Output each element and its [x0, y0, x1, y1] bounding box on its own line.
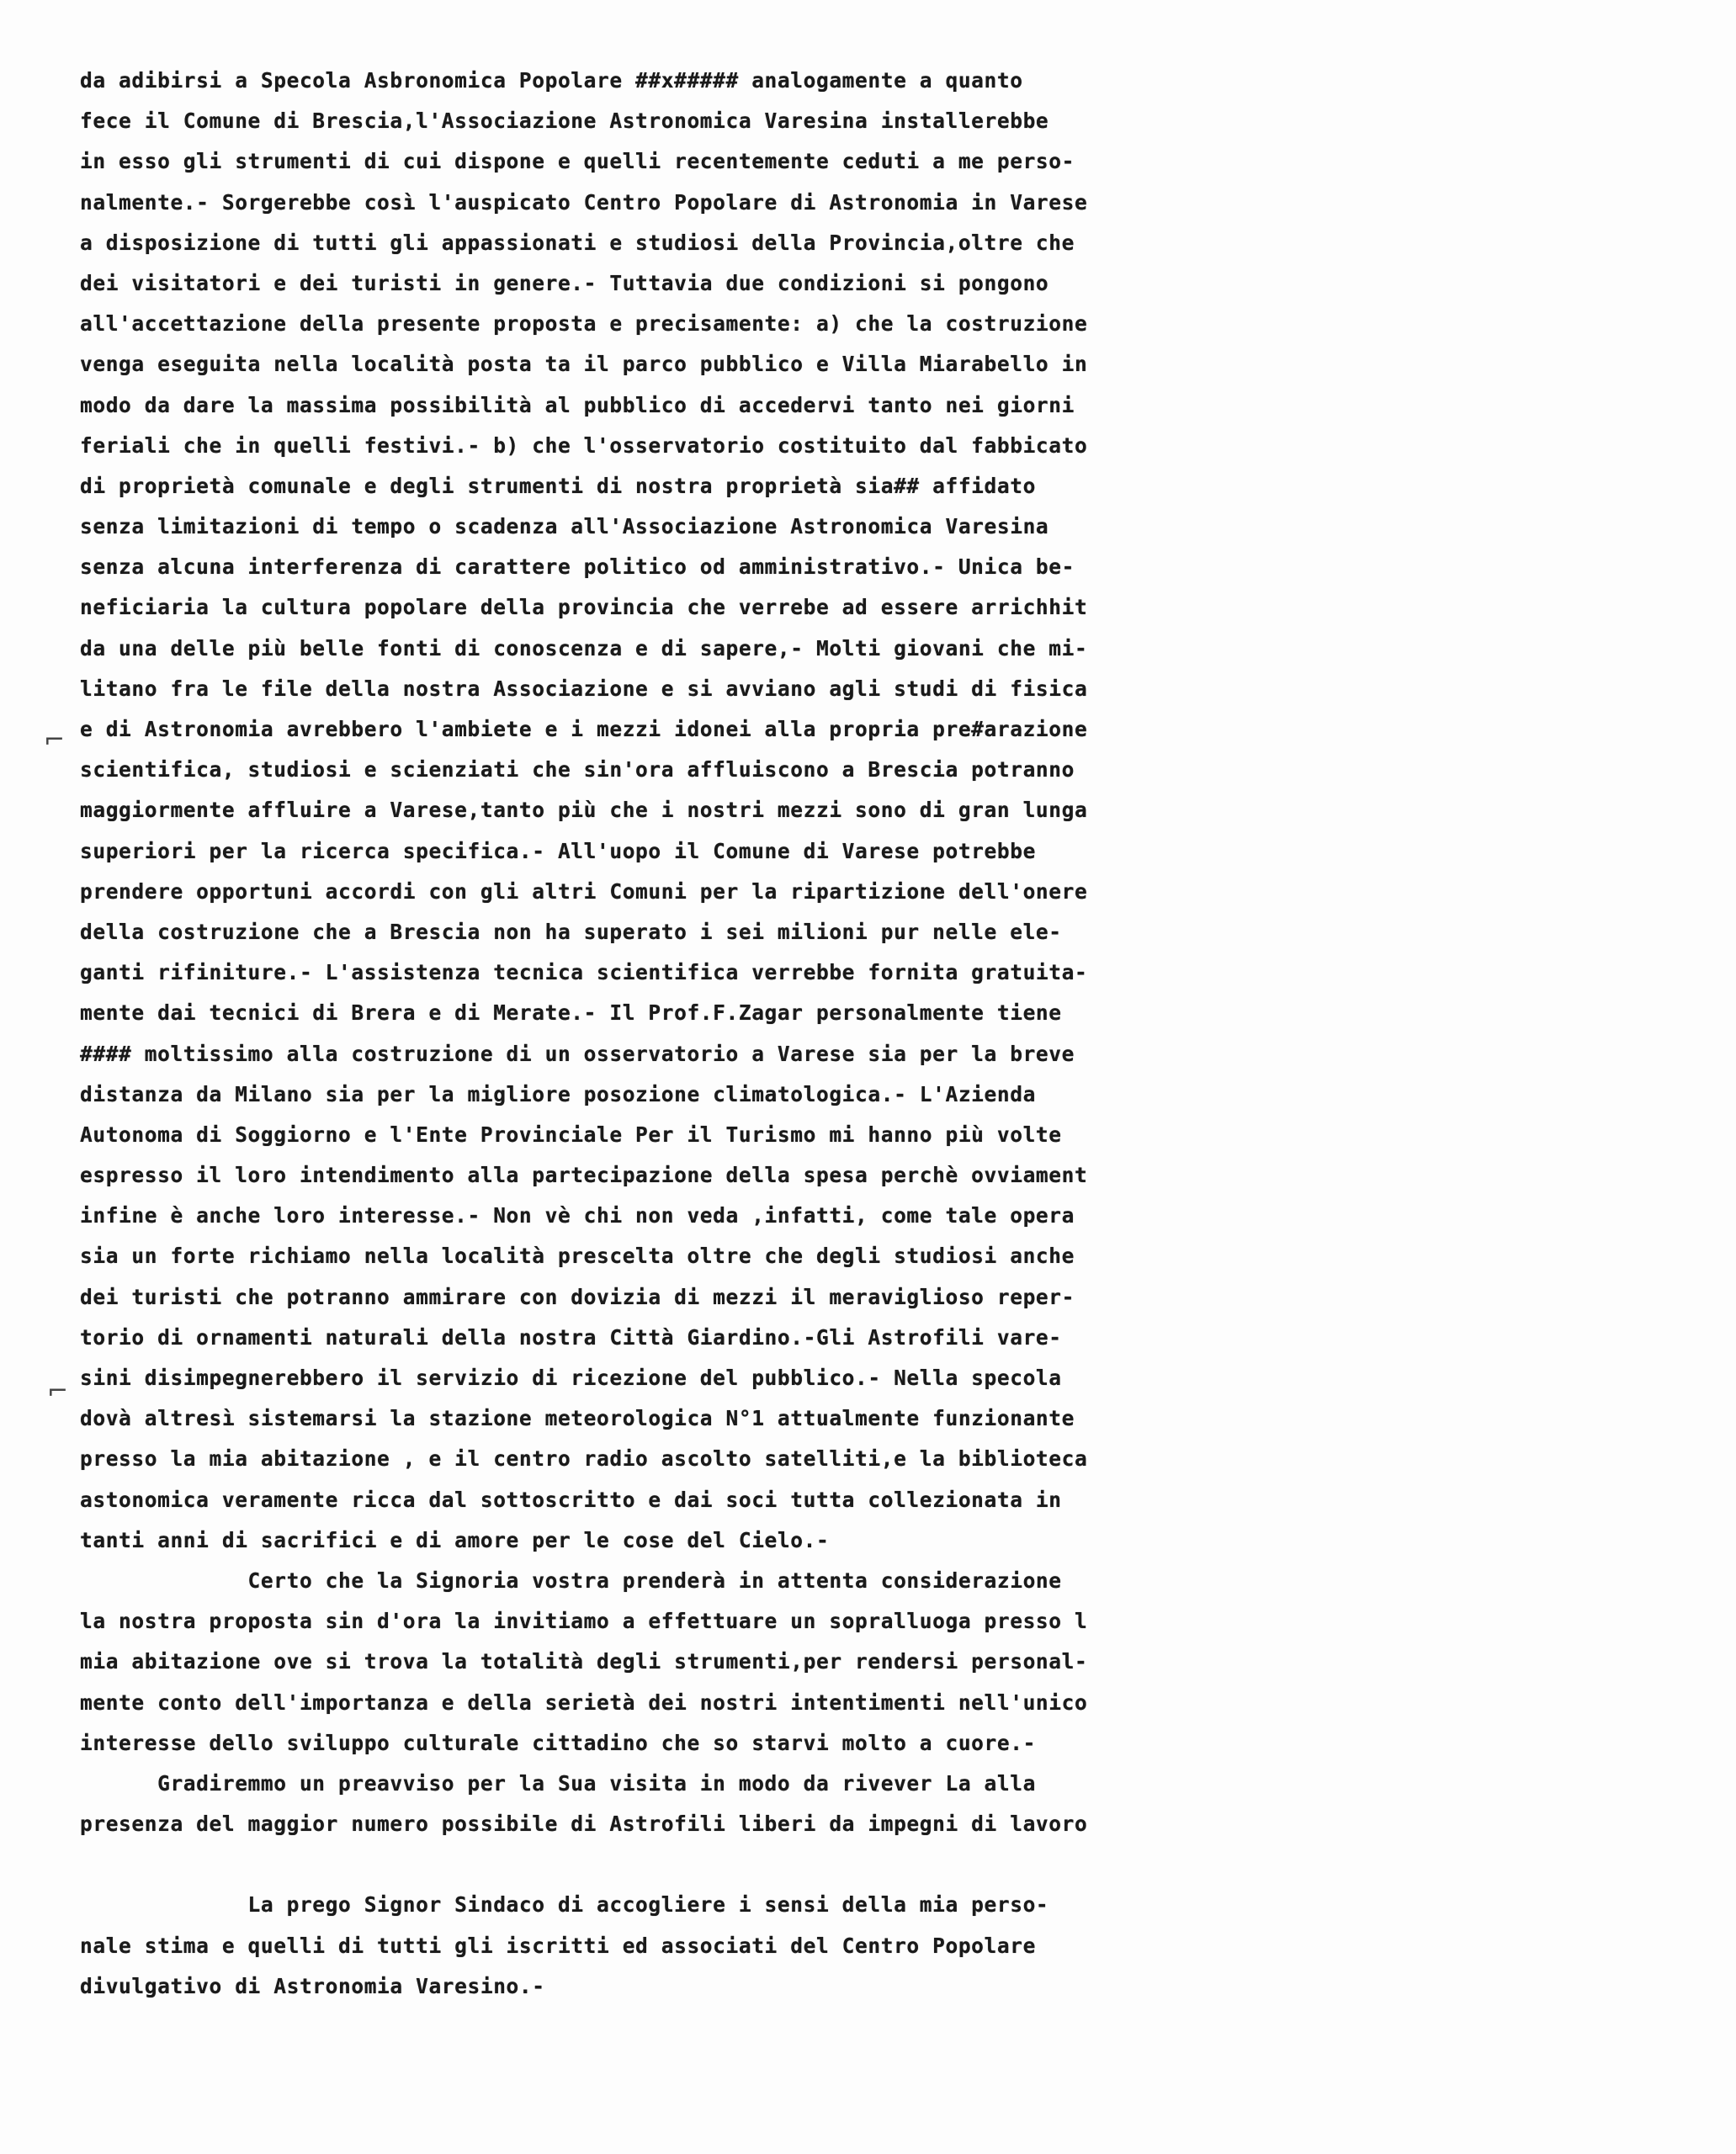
text-line: della costruzione che a Brescia non ha superato i sei milioni pur nelle ele-	[80, 919, 1062, 944]
text-line: di proprietà comunale e degli strumenti di nostra proprietà sia## affidato	[80, 473, 1036, 498]
text-line: maggiormente affluire a Varese,tanto più che i nostri mezzi sono di gran lunga	[80, 798, 1088, 823]
text-line: dei visitatori e dei turisti in genere.- Tuttavia due condizioni si pongono	[80, 270, 1049, 295]
text-line: mente conto dell'importanza e della serietà dei nostri intentimenti nell'unico	[80, 1690, 1088, 1715]
text-line: infine è anche loro interesse.- Non vè chi non veda ,infatti, come tale opera	[80, 1203, 1075, 1228]
text-line: interesse dello sviluppo culturale cittadino che so starvi molto a cuore.-	[80, 1730, 1036, 1755]
text-line: superiori per la ricerca specifica.- All'uopo il Comune di Varese potrebbe	[80, 838, 1036, 863]
text-line: tanti anni di sacrifici e di amore per le cose del Cielo.-	[80, 1527, 830, 1552]
text-line: presenza del maggior numero possibile di Astrofili liberi da impegni di lavoro	[80, 1812, 1088, 1837]
margin-tick-mark: ⌐	[44, 725, 66, 755]
text-line	[80, 1844, 1736, 1885]
text-line: da una delle più belle fonti di conoscenza e di sapere,- Molti giovani che mi-	[80, 635, 1088, 661]
text-line: scientifica, studiosi e scienziati che sin'ora affluiscono a Brescia potranno	[80, 757, 1075, 783]
text-line: #### moltissimo alla costruzione di un osservatorio a Varese sia per la breve	[80, 1041, 1075, 1066]
text-line: neficiaria la cultura popolare della provincia che verrebe ad essere arrichhit	[80, 595, 1088, 620]
text-line: dei turisti che potranno ammirare con dovizia di mezzi il meraviglioso reper-	[80, 1284, 1075, 1309]
text-line: nale stima e quelli di tutti gli iscritti ed associati del Centro Popolare	[80, 1933, 1036, 1958]
text-line: e di Astronomia avrebbero l'ambiete e i mezzi idonei alla propria pre#arazione	[80, 717, 1088, 741]
text-line: prendere opportuni accordi con gli altri Comuni per la ripartizione dell'onere	[80, 878, 1088, 904]
text-line: feriali che in quelli festivi.- b) che l'osservatorio costituito dal fabbicato	[80, 432, 1088, 458]
letter-body	[80, 61, 1736, 2007]
text-line: a disposizione di tutti gli appassionati e studiosi della Provincia,oltre che	[80, 230, 1075, 255]
text-line: fece il Comune di Brescia,l'Associazione Astronomica Varesina installerebbe	[80, 109, 1049, 134]
text-line: sia un forte richiamo nella località prescelta oltre che degli studiosi anche	[80, 1244, 1075, 1269]
text-line: astonomica veramente ricca dal sottoscritto e dai soci tutta collezionata in	[80, 1487, 1062, 1512]
text-line: in esso gli strumenti di cui dispone e quelli recentemente ceduti a me perso-	[80, 149, 1075, 174]
text-line: ganti rifiniture.- L'assistenza tecnica scientifica verrebbe fornita gratuita-	[80, 960, 1088, 985]
text-line: nalmente.- Sorgerebbe così l'auspicato Centro Popolare di Astronomia in Varese	[80, 189, 1088, 215]
text-line: mente dai tecnici di Brera e di Merate.- Il Prof.F.Zagar personalmente tiene	[80, 1000, 1062, 1026]
text-line: senza limitazioni di tempo o scadenza all'Associazione Astronomica Varesina	[80, 514, 1049, 539]
text-line: Gradiremmo un preavviso per la Sua visita in modo da rivever La alla	[80, 1770, 1036, 1796]
text-line: la nostra proposta sin d'ora la invitiamo a effettuare un sopralluoga presso l	[80, 1609, 1088, 1634]
text-line: all'accettazione della presente proposta e precisamente: a) che la costruzione	[80, 311, 1088, 337]
text-line: torio di ornamenti naturali della nostra Città Giardino.-Gli Astrofili vare-	[80, 1324, 1062, 1350]
text-line: da adibirsi a Specola Asbronomica Popolare ##x##### analogamente a quanto	[80, 68, 1023, 93]
text-line: senza alcuna interferenza di carattere politico od amministrativo.- Unica be-	[80, 554, 1075, 580]
text-line: modo da dare la massima possibilità al pubblico di accedervi tanto nei giorni	[80, 392, 1075, 417]
text-line: litano fra le file della nostra Associazione e si avviano agli studi di fisica	[80, 676, 1088, 701]
margin-tick-mark: ⌐	[47, 1377, 69, 1406]
text-line: Autonoma di Soggiorno e l'Ente Provinciale Per il Turismo mi hanno più volte	[80, 1122, 1062, 1147]
text-line: espresso il loro intendimento alla partecipazione della spesa perchè ovviament	[80, 1163, 1088, 1188]
text-line: dovà altresì sistemarsi la stazione meteorologica N°1 attualmente funzionante	[80, 1406, 1075, 1431]
text-line: presso la mia abitazione , e il centro radio ascolto satelliti,e la biblioteca	[80, 1446, 1088, 1472]
text-line: mia abitazione ove si trova la totalità degli strumenti,per rendersi personal-	[80, 1649, 1088, 1674]
text-line: venga eseguita nella località posta ta il parco pubblico e Villa Miarabello in	[80, 352, 1088, 377]
text-line: sini disimpegnerebbero il servizio di ricezione del pubblico.- Nella specola	[80, 1366, 1062, 1390]
text-line: La prego Signor Sindaco di accogliere i sensi della mia perso-	[80, 1892, 1049, 1918]
text-line: distanza da Milano sia per la migliore posozione climatologica.- L'Azienda	[80, 1081, 1036, 1106]
text-line: divulgativo di Astronomia Varesino.-	[80, 1973, 545, 1998]
text-line: Certo che la Signoria vostra prenderà in attenta considerazione	[80, 1568, 1062, 1593]
